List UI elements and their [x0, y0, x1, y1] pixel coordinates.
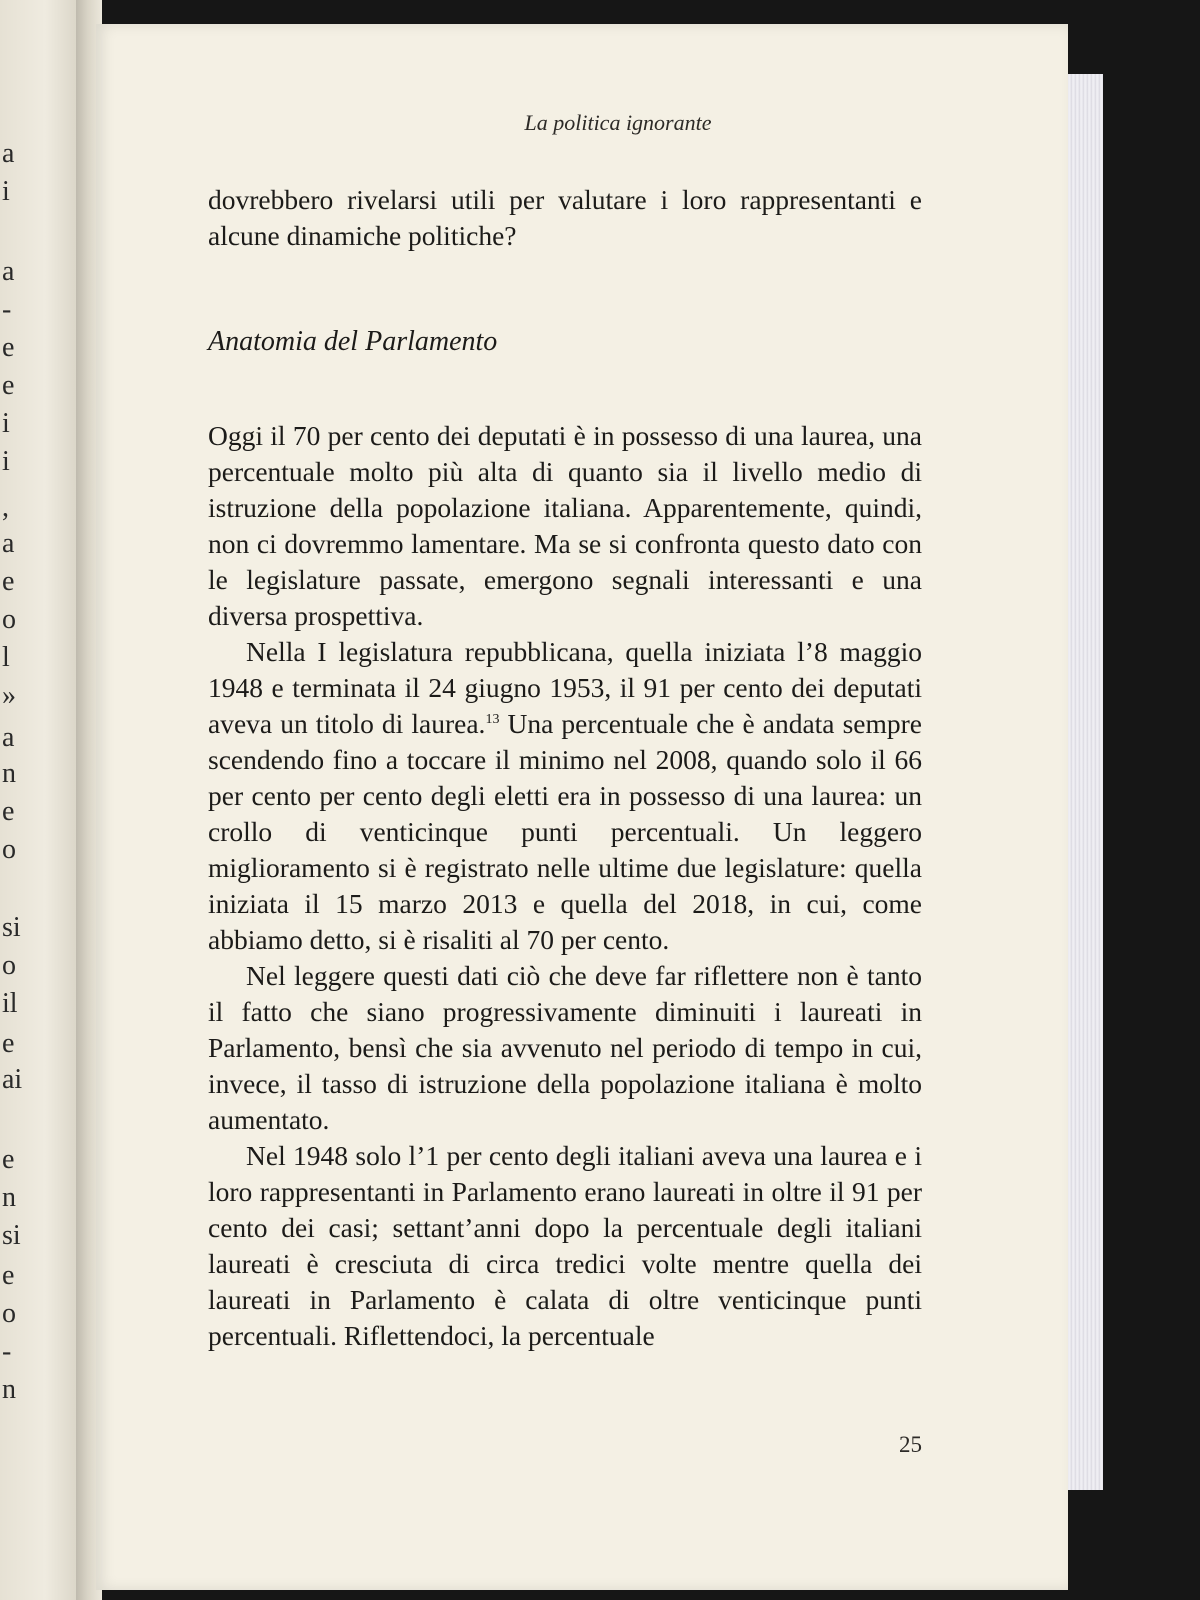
page-stack-edges [1066, 74, 1103, 1490]
section-title: Anatomia del Parlamento [208, 326, 498, 357]
facing-page-fragment: e [2, 566, 15, 597]
page-number: 25 [899, 1432, 922, 1457]
facing-page-fragment: o [2, 604, 16, 635]
opening-paragraph: dovrebbero rivelarsi utili per valutare i loro rappresentanti e alcune dinamiche politiche? [208, 184, 922, 251]
body-text [208, 182, 922, 1354]
facing-page-fragment: si [2, 912, 21, 943]
facing-page-fragment: n [2, 1182, 16, 1213]
facing-page-fragment: ai [2, 1064, 23, 1095]
facing-page-fragment: n [2, 1374, 16, 1405]
facing-page-fragment: i [2, 446, 10, 477]
running-head: La politica ignorante [524, 110, 712, 135]
paragraph [208, 634, 922, 958]
paragraph: Oggi il 70 per cento dei deputati è in possesso di una laurea, una percentuale molto più alta di quanto sia il livello medio di istruzione della popolazione italiana. Apparentemente, quindi, non ci dovremmo lamentare. Ma se si confronta questo dato con le legislature passate, emergono segnali interessanti e una diversa prospettiva. [208, 420, 922, 631]
paragraph: Nel leggere questi dati ciò che deve far riflettere non è tanto il fatto che siano progressivamente diminuiti i laureati in Parlamento, bensì che sia avvenuto nel periodo di tempo in cui, invece, il tasso di istruzione della popolazione italiana è molto aumentato. [208, 960, 922, 1135]
facing-page-fragment: a [2, 528, 15, 559]
paragraph: Nel 1948 solo l’1 per cento degli italiani aveva una laurea e i loro rappresentanti in Parlamento erano laureati in oltre il 91 per cento dei casi; settant’anni dopo la percentuale degli italiani laureati è cresciuta di circa tredici volte mentre quella dei laureati in Parlamento è calata di oltre venticinque punti percentuali. Riflettendoci, la percentuale [208, 1140, 922, 1351]
facing-page-fragment: n [2, 758, 16, 789]
facing-page-fragment: e [2, 796, 15, 827]
facing-page-fragment: e [2, 1144, 15, 1175]
facing-page-fragment: a [2, 722, 15, 753]
facing-page-fragment: o [2, 950, 16, 981]
facing-page-fragment: e [2, 1028, 15, 1059]
facing-page-edge [0, 0, 82, 1600]
facing-page-fragment: i [2, 408, 10, 439]
facing-page-fragment: o [2, 1298, 16, 1329]
facing-page-fragment: o [2, 834, 16, 865]
facing-page-fragment: il [2, 988, 18, 1019]
facing-page-fragment: si [2, 1220, 21, 1251]
facing-page-fragment: a [2, 256, 15, 287]
facing-page-fragment: - [2, 294, 12, 325]
facing-page-fragment: e [2, 332, 15, 363]
facing-page-fragment: , [2, 492, 9, 523]
facing-page-fragment: - [2, 1336, 12, 1367]
facing-page-fragment: a [2, 138, 15, 169]
facing-page-fragment: e [2, 370, 15, 401]
book-page [96, 24, 1068, 1590]
footnote-reference: 13 [485, 712, 500, 727]
facing-page-fragment: e [2, 1260, 15, 1291]
facing-page-fragment: l [2, 642, 10, 673]
facing-page-fragment: » [2, 680, 16, 711]
facing-page-fragment: i [2, 176, 10, 207]
paragraph-text: Una percentuale che è andata sempre scendendo fino a toccare il minimo nel 2008, quando solo il 66 per cento per cento degli eletti era in possesso di una laurea: un crollo di venticinque punti percentuali. Un leggero miglioramento si è registrato nelle ultime due legislature: quella iniziata il 15 marzo 2013 e quella del 2018, in cui, come abbiamo detto, si è risaliti al 70 per cento. [208, 708, 922, 955]
paragraph-text: Nella I legislatura repubblicana, quella iniziata l’8 maggio 1948 e terminata il 24 giugno 1953, il 91 per cento dei deputati aveva un titolo di laurea. [208, 636, 922, 739]
